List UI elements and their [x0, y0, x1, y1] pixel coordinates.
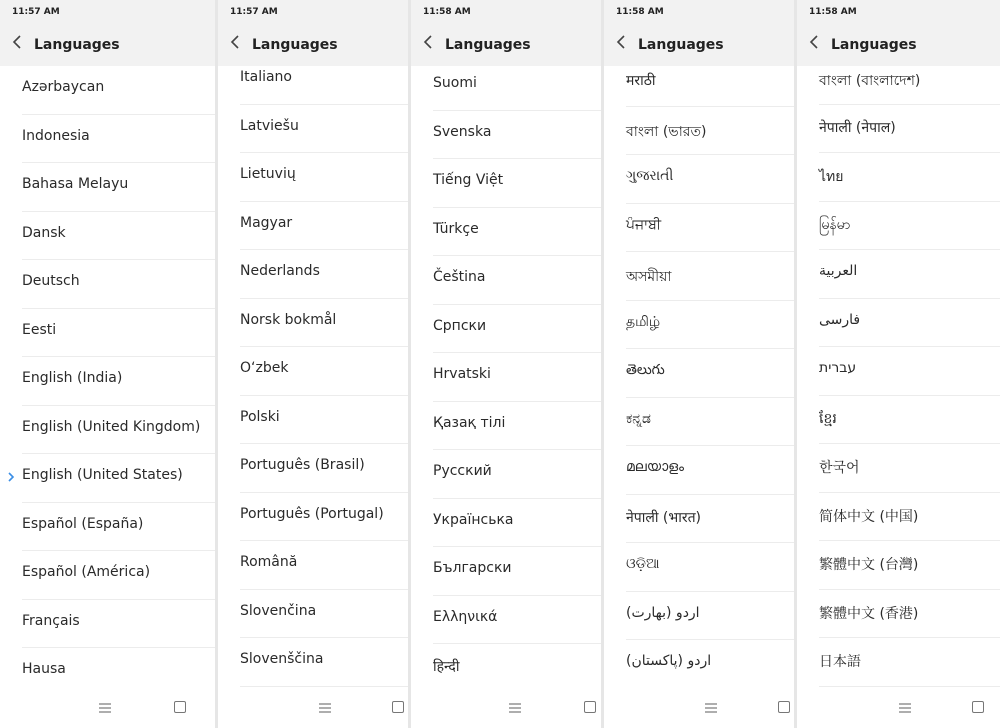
square-icon[interactable] [778, 701, 790, 713]
language-item[interactable] [411, 499, 601, 548]
language-item[interactable] [218, 396, 408, 445]
navigation-bar [604, 688, 794, 728]
language-label: Eesti [22, 321, 57, 338]
language-item[interactable] [0, 551, 215, 600]
language-label: English (India) [22, 370, 123, 386]
language-label: Bahasa Melayu [22, 176, 129, 192]
language-label: Slovenčina [240, 602, 317, 619]
square-icon[interactable] [174, 701, 186, 713]
language-item[interactable] [604, 398, 794, 447]
language-item[interactable] [797, 105, 1000, 154]
app-bar [411, 22, 601, 66]
language-item[interactable] [604, 301, 794, 350]
language-item[interactable] [797, 56, 1000, 105]
navigation-bar [797, 688, 1000, 728]
language-panel-1 [0, 0, 215, 728]
language-label: Română [240, 554, 298, 570]
language-item[interactable] [218, 153, 408, 202]
language-label: English (United States) [22, 467, 183, 483]
language-label: עברית [819, 360, 857, 376]
language-label: Ελληνικά [433, 608, 498, 625]
language-item[interactable] [411, 62, 601, 111]
status-time: 11:58 AM [616, 7, 664, 17]
language-label: Tiếng Việt [433, 172, 504, 188]
language-item[interactable] [218, 638, 408, 687]
language-item[interactable] [604, 252, 794, 301]
language-label: Српски [433, 317, 487, 334]
language-label: తెలుగు [626, 362, 665, 378]
language-item[interactable] [0, 212, 215, 261]
language-item[interactable] [0, 648, 215, 688]
language-label: Polski [240, 408, 280, 425]
language-item[interactable] [797, 153, 1000, 202]
language-item[interactable] [797, 299, 1000, 348]
back-chevron-icon[interactable] [614, 34, 630, 50]
language-label: Italiano [240, 69, 292, 85]
language-item[interactable] [797, 493, 1000, 542]
menu-icon[interactable] [898, 702, 912, 714]
language-label: 한국어 [819, 460, 860, 476]
language-label: Español (América) [22, 564, 151, 580]
language-label: ಕನ್ನಡ [626, 410, 651, 427]
language-item[interactable] [604, 349, 794, 398]
back-chevron-icon[interactable] [807, 34, 823, 50]
language-label: অসমীয়া [626, 269, 672, 285]
language-item[interactable] [797, 444, 1000, 493]
language-label: Slovenščina [240, 651, 324, 667]
language-label: Hrvatski [433, 366, 491, 382]
language-item[interactable] [797, 202, 1000, 251]
language-item[interactable] [218, 347, 408, 396]
language-item[interactable] [797, 250, 1000, 299]
language-item[interactable] [0, 115, 215, 164]
language-label: മലയാളം [626, 459, 685, 475]
language-item[interactable] [0, 406, 215, 455]
language-item[interactable] [797, 590, 1000, 639]
language-label: Türkçe [433, 220, 479, 237]
language-label: English (United Kingdom) [22, 418, 201, 435]
language-item[interactable] [797, 638, 1000, 687]
language-item[interactable] [411, 353, 601, 402]
language-item[interactable] [218, 56, 408, 105]
language-item[interactable] [218, 250, 408, 299]
language-item[interactable] [604, 446, 794, 495]
selected-chevron-icon [7, 471, 15, 483]
language-list [604, 58, 794, 688]
language-label: Nederlands [240, 263, 320, 279]
navigation-bar [218, 688, 408, 728]
language-item[interactable] [411, 208, 601, 257]
language-list [411, 62, 601, 688]
language-label: Indonesia [22, 127, 90, 144]
language-label: Русский [433, 463, 492, 479]
language-label: বাংলা (ভারত) [626, 123, 707, 140]
language-item[interactable] [411, 547, 601, 596]
language-item[interactable] [218, 493, 408, 542]
language-item[interactable] [411, 159, 601, 208]
language-item[interactable] [0, 600, 215, 649]
language-item[interactable] [604, 107, 794, 156]
language-label: Magyar [240, 214, 293, 231]
language-label: မြန်မာ [819, 216, 851, 233]
status-time: 11:58 AM [423, 7, 471, 17]
status-time: 11:57 AM [12, 7, 60, 17]
language-label: Español (España) [22, 515, 144, 532]
language-item[interactable] [411, 305, 601, 354]
menu-icon[interactable] [508, 702, 522, 714]
language-label: Português (Brasil) [240, 457, 365, 473]
language-label: Latviešu [240, 117, 299, 134]
language-item[interactable] [411, 596, 601, 645]
navigation-bar [411, 688, 601, 728]
language-label: Dansk [22, 224, 66, 241]
language-label: Čeština [433, 269, 486, 285]
language-item[interactable] [0, 454, 215, 503]
language-label: ଓଡ଼ିଆ [626, 556, 660, 572]
language-label: العربية [819, 263, 858, 279]
language-item[interactable] [0, 503, 215, 552]
status-bar [604, 0, 794, 22]
language-label: Português (Portugal) [240, 505, 384, 522]
menu-icon[interactable] [704, 702, 718, 714]
language-label: ไทย [819, 169, 844, 185]
language-item[interactable] [604, 592, 794, 641]
status-bar [411, 0, 601, 22]
menu-icon[interactable] [318, 702, 332, 714]
language-item[interactable] [604, 640, 794, 688]
language-item[interactable] [218, 590, 408, 639]
language-item[interactable] [218, 105, 408, 154]
language-label: Lietuvių [240, 166, 296, 182]
language-label: मराठी [626, 73, 656, 89]
back-chevron-icon[interactable] [228, 34, 244, 50]
navigation-bar [0, 688, 215, 728]
language-label: O‘zbek [240, 360, 289, 376]
language-item[interactable] [797, 396, 1000, 445]
language-label: اردو (بھارت) [626, 604, 700, 621]
page-title: Languages [638, 37, 724, 53]
language-label: Norsk bokmål [240, 311, 337, 328]
square-icon[interactable] [392, 701, 404, 713]
language-label: Svenska [433, 123, 492, 140]
status-bar [797, 0, 1000, 22]
row-divider [240, 686, 408, 687]
page-title: Languages [34, 37, 120, 53]
language-label: Български [433, 560, 512, 576]
language-item[interactable] [0, 163, 215, 212]
language-label: 简体中文 (中国) [819, 508, 919, 525]
language-panel-5 [797, 0, 1000, 728]
language-panel-2 [218, 0, 408, 728]
language-item[interactable] [411, 111, 601, 160]
language-label: ਪੰਜਾਬੀ [626, 216, 662, 233]
language-list [797, 56, 1000, 688]
language-label: বাংলা (বাংলাদেশ) [819, 73, 921, 89]
back-chevron-icon[interactable] [421, 34, 437, 50]
language-label: Suomi [433, 75, 477, 91]
language-item[interactable] [411, 450, 601, 499]
language-label: ગુજરાતી [626, 168, 674, 184]
language-list [0, 66, 215, 688]
menu-icon[interactable] [98, 702, 112, 714]
square-icon[interactable] [584, 701, 596, 713]
language-label: 繁體中文 (香港) [819, 605, 919, 622]
language-panel-4 [604, 0, 794, 728]
row-divider [819, 686, 1000, 687]
language-label: हिन्दी [433, 659, 460, 675]
app-bar [0, 22, 215, 66]
language-label: اردو (پاکستان) [626, 653, 712, 669]
language-label: 日本語 [819, 654, 861, 670]
language-item[interactable] [411, 256, 601, 305]
language-item[interactable] [0, 309, 215, 358]
language-label: ខ្មែរ [819, 410, 837, 427]
status-time: 11:57 AM [230, 7, 278, 17]
language-item[interactable] [218, 299, 408, 348]
language-item[interactable] [218, 444, 408, 493]
language-item[interactable] [0, 66, 215, 115]
language-label: Deutsch [22, 273, 80, 289]
language-label: नेपाली (नेपाल) [819, 119, 896, 136]
language-item[interactable] [0, 357, 215, 406]
language-label: नेपाली (भारत) [626, 509, 702, 526]
language-item[interactable] [604, 543, 794, 592]
language-label: Hausa [22, 661, 66, 677]
language-item[interactable] [797, 541, 1000, 590]
language-panel-3 [411, 0, 601, 728]
language-item[interactable] [604, 204, 794, 253]
language-label: தமிழ் [626, 313, 661, 330]
page-title: Languages [445, 37, 531, 53]
language-label: Français [22, 612, 80, 629]
language-item[interactable] [0, 260, 215, 309]
language-item[interactable] [411, 402, 601, 451]
page-title: Languages [831, 37, 917, 53]
language-item[interactable] [604, 155, 794, 204]
language-list [218, 56, 408, 688]
language-item[interactable] [411, 644, 601, 688]
page-title: Languages [252, 37, 338, 53]
language-label: Azərbaycan [22, 79, 105, 95]
status-bar [0, 0, 215, 22]
language-label: Қазақ тілі [433, 414, 506, 431]
language-item[interactable] [604, 58, 794, 107]
language-item[interactable] [604, 495, 794, 544]
language-label: 繁體中文 (台灣) [819, 557, 919, 573]
status-bar [218, 0, 408, 22]
language-label: فارسی [819, 311, 861, 328]
language-label: Українська [433, 511, 514, 528]
language-item[interactable] [218, 202, 408, 251]
square-icon[interactable] [972, 701, 984, 713]
status-time: 11:58 AM [809, 7, 857, 17]
language-item[interactable] [218, 541, 408, 590]
back-chevron-icon[interactable] [10, 34, 26, 50]
language-item[interactable] [797, 347, 1000, 396]
